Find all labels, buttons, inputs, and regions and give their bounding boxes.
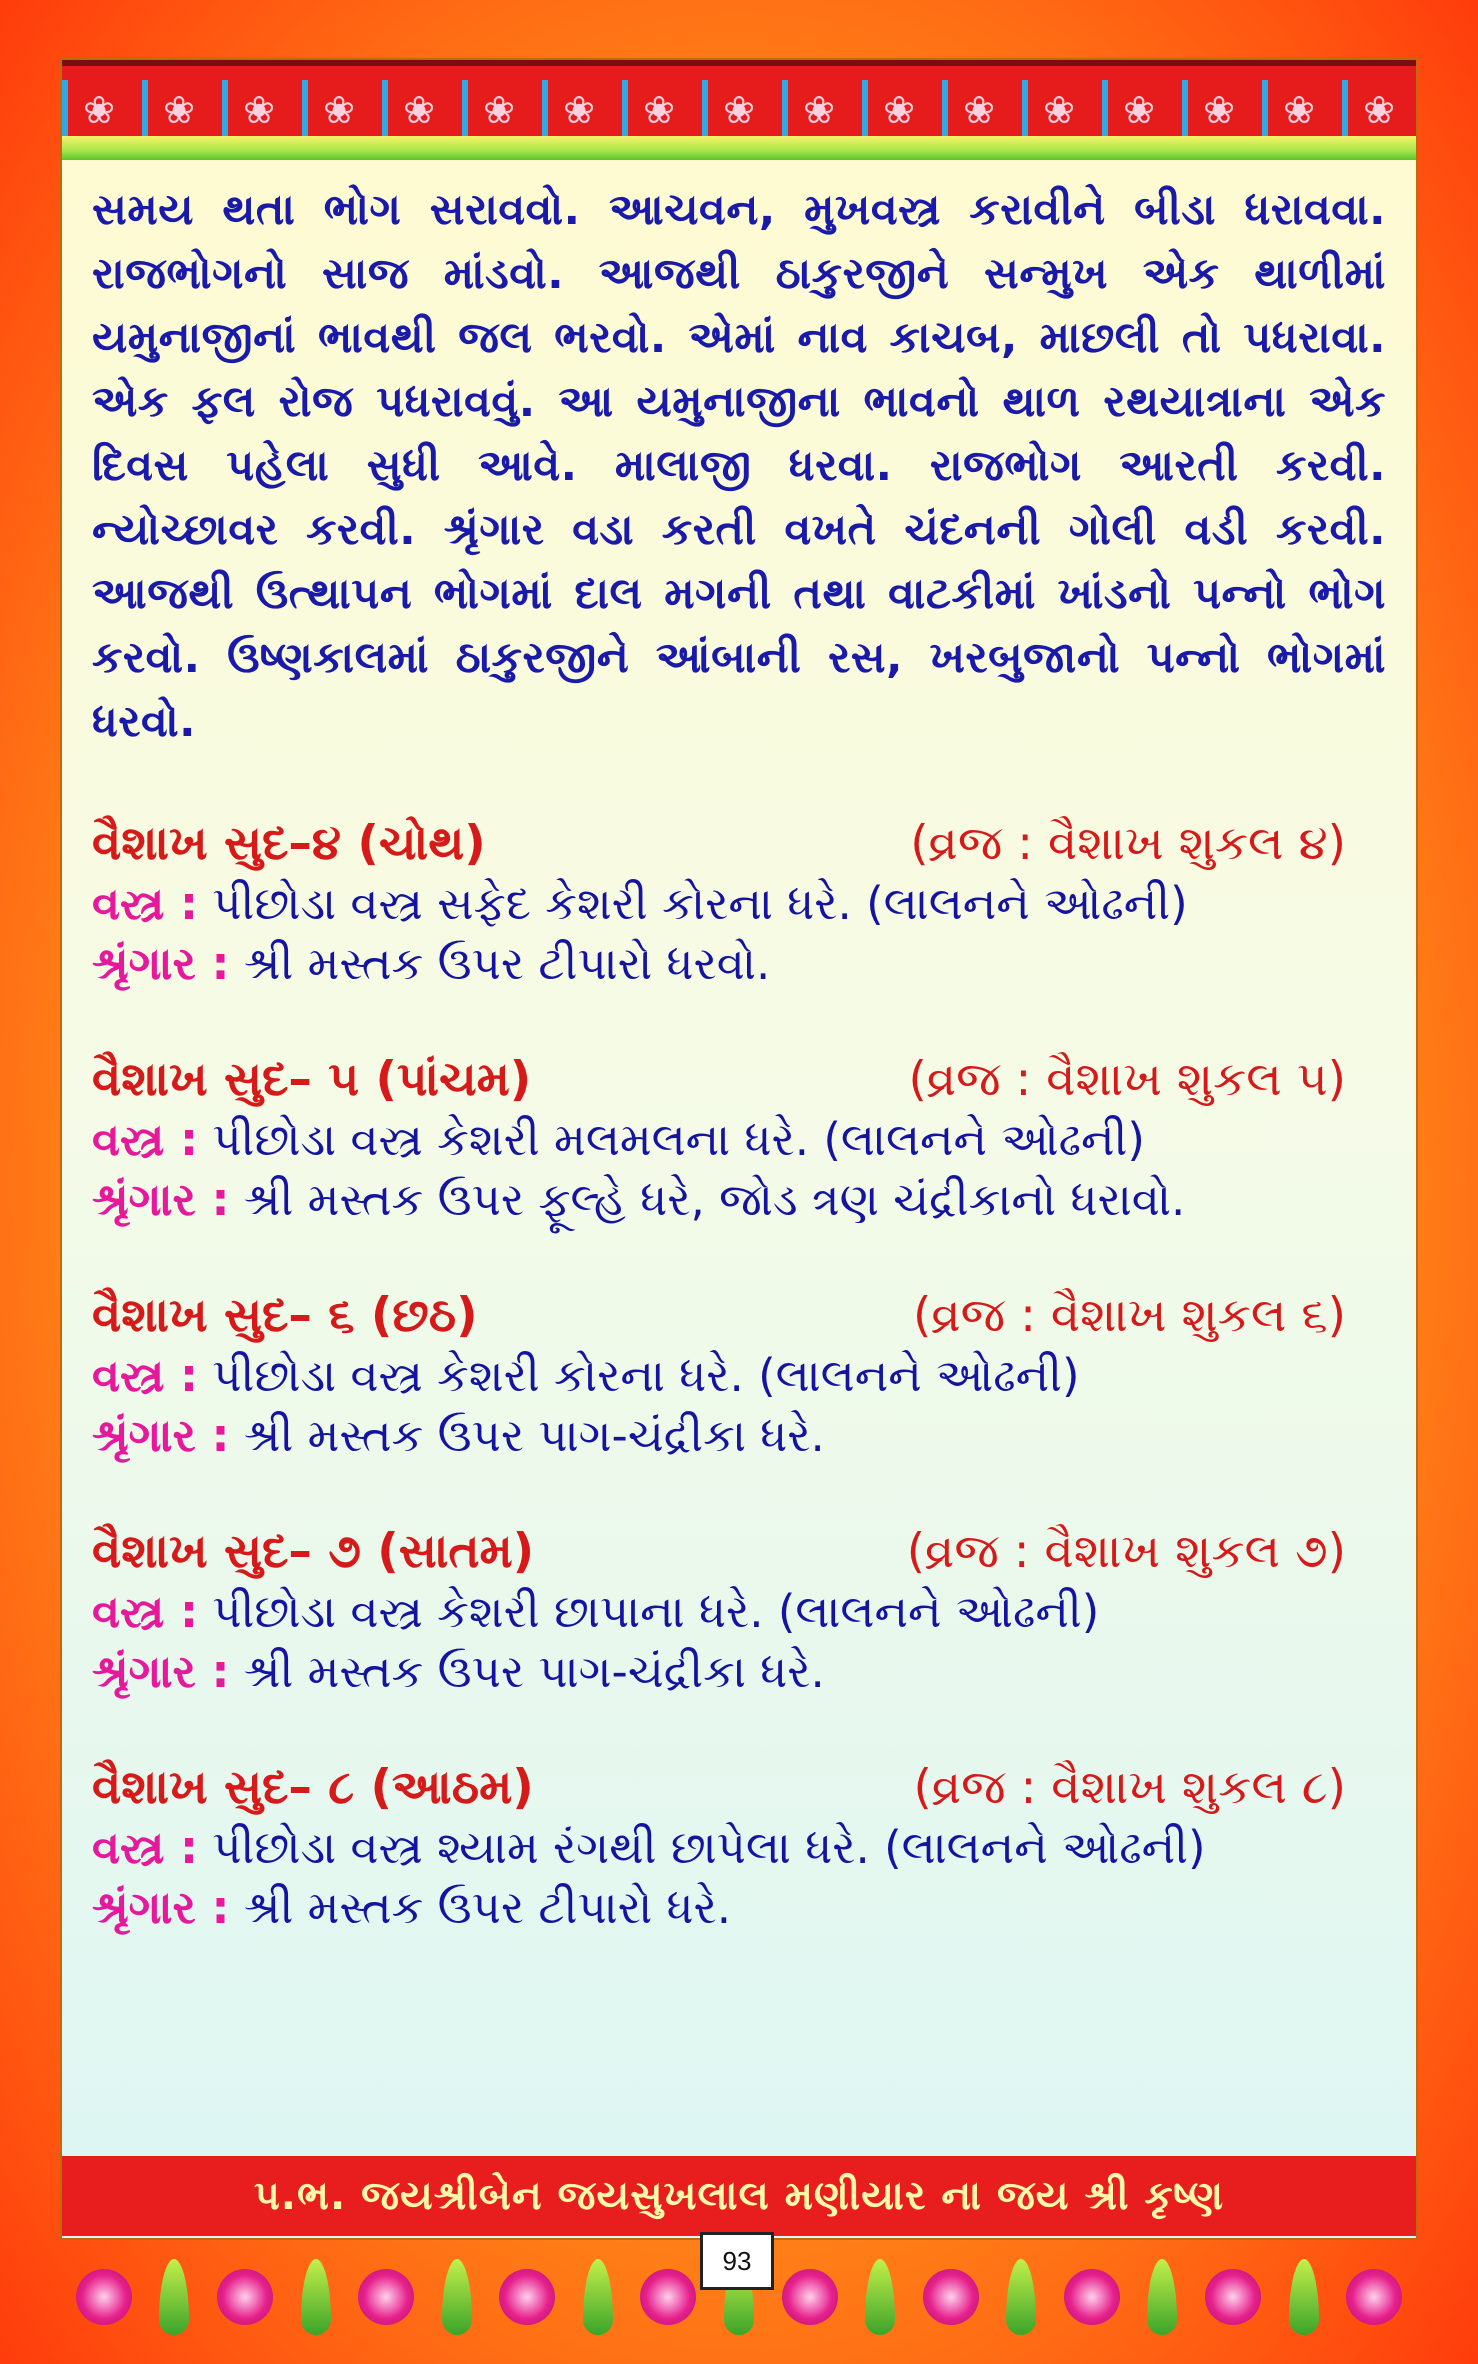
shringar-text: શ્રી મસ્તક ઉપર ટીપારો ધરવો. [243, 937, 771, 990]
page-number: 93 [700, 2232, 774, 2290]
leaf-icon [159, 2259, 189, 2335]
shringar-text: શ્રી મસ્તક ઉપર પાગ-ચંદ્રીકા ધરે. [243, 1645, 825, 1698]
section-sud-8 [92, 1758, 1386, 1938]
shringar-text: શ્રી મસ્તક ઉપર ટીપારો ધરે. [243, 1881, 732, 1934]
flower-icon [1346, 2269, 1402, 2325]
flower-icon [782, 2269, 838, 2325]
shringar-label: શ્રૃંગાર : [92, 1881, 230, 1934]
vastra-text: પીછોડા વસ્ત્ર કેશરી છાપાના ધરે. (લાલનને ઓઢની) [212, 1585, 1100, 1638]
section-sud-4 [92, 814, 1386, 994]
section-vraj: (વ્રજ : વૈશાખ શુકલ ૮) [913, 1760, 1346, 1815]
flower-icon [923, 2269, 979, 2325]
page-content [92, 178, 1386, 1938]
section-vraj: (વ્રજ : વૈશાખ શુકલ ૪) [910, 816, 1346, 871]
shringar-line [92, 1878, 1386, 1938]
flower-icon: ❀ [228, 80, 290, 140]
leaf-icon [301, 2259, 331, 2335]
shringar-text: શ્રી મસ્તક ઉપર પાગ-ચંદ્રીકા ધરે. [243, 1409, 825, 1462]
shringar-line [92, 1170, 1386, 1230]
vastra-line [92, 874, 1386, 934]
flower-icon: ❀ [68, 80, 130, 140]
vastra-label: વસ્ત્ર : [92, 1821, 199, 1874]
vastra-line [92, 1582, 1386, 1642]
flower-icon [358, 2269, 414, 2325]
shringar-line [92, 934, 1386, 994]
flower-icon: ❀ [468, 80, 530, 140]
section-vraj: (વ્રજ : વૈશાખ શુકલ ૫) [908, 1052, 1346, 1107]
flower-icon [1064, 2269, 1120, 2325]
vastra-line [92, 1818, 1386, 1878]
flower-icon [217, 2269, 273, 2325]
section-header [92, 1522, 1386, 1582]
leaf-icon [865, 2259, 895, 2335]
dedication-footer: પ.ભ. જયશ્રીબેન જયસુખલાલ મણીયાર ના જય શ્રી કૃષ્ણ [62, 2156, 1416, 2236]
shringar-text: શ્રી મસ્તક ઉપર ફૂલ્હે ધરે, જોડ ત્રણ ચંદ્રીકાનો ધરાવો. [243, 1173, 1186, 1226]
shringar-line [92, 1406, 1386, 1466]
shringar-label: શ્રૃંગાર : [92, 1409, 230, 1462]
shringar-label: શ્રૃંગાર : [92, 937, 230, 990]
leaf-icon [1147, 2259, 1177, 2335]
vastra-text: પીછોડા વસ્ત્ર કેશરી મલમલના ધરે. (લાલનને ઓઢની) [212, 1113, 1145, 1166]
section-vraj: (વ્રજ : વૈશાખ શુકલ ૭) [906, 1524, 1346, 1579]
flower-icon: ❀ [548, 80, 610, 140]
section-header [92, 1286, 1386, 1346]
section-sud-5 [92, 1050, 1386, 1230]
vastra-label: વસ્ત્ર : [92, 877, 199, 930]
vastra-label: વસ્ત્ર : [92, 1585, 199, 1638]
leaf-icon [1006, 2259, 1036, 2335]
vastra-label: વસ્ત્ર : [92, 1113, 199, 1166]
shringar-line [92, 1642, 1386, 1702]
flower-icon: ❀ [1188, 80, 1250, 140]
section-title: વૈશાખ સુદ– ૬ (છઠ) [92, 1288, 478, 1343]
leaf-icon [583, 2259, 613, 2335]
shringar-label: શ્રૃંગાર : [92, 1173, 230, 1226]
flower-icon: ❀ [1348, 80, 1410, 140]
flower-icon: ❀ [948, 80, 1010, 140]
flower-icon [499, 2269, 555, 2325]
flower-icon [76, 2269, 132, 2325]
vastra-text: પીછોડા વસ્ત્ર કેશરી કોરના ધરે. (લાલનને ઓઢની) [212, 1349, 1080, 1402]
flower-icon: ❀ [308, 80, 370, 140]
flower-icon: ❀ [1268, 80, 1330, 140]
vastra-label: વસ્ત્ર : [92, 1349, 199, 1402]
vastra-text: પીછોડા વસ્ત્ર શ્યામ રંગથી છાપેલા ધરે. (લાલનને ઓઢની) [212, 1821, 1206, 1874]
flower-icon: ❀ [628, 80, 690, 140]
section-title: વૈશાખ સુદ– ૭ (સાતમ) [92, 1524, 535, 1579]
flower-icon [640, 2269, 696, 2325]
vastra-line [92, 1346, 1386, 1406]
flower-icon [1205, 2269, 1261, 2325]
decorative-top-border [62, 60, 1416, 160]
leaf-icon [1289, 2259, 1319, 2335]
book-page [60, 58, 1418, 2240]
flower-icon: ❀ [788, 80, 850, 140]
section-sud-7 [92, 1522, 1386, 1702]
section-title: વૈશાખ સુદ–૪ (ચોથ) [92, 816, 486, 871]
flower-tile-strip [62, 80, 1416, 140]
flower-icon: ❀ [148, 80, 210, 140]
section-header [92, 1050, 1386, 1110]
vastra-text: પીછોડા વસ્ત્ર સફેદ કેશરી કોરના ધરે. (લાલનને ઓઢની) [212, 877, 1188, 930]
section-title: વૈશાખ સુદ– ૫ (પાંચમ) [92, 1052, 532, 1107]
section-vraj: (વ્રજ : વૈશાખ શુકલ ૬) [913, 1288, 1346, 1343]
section-title: વૈશાખ સુદ– ૮ (આઠમ) [92, 1760, 534, 1815]
section-sud-6 [92, 1286, 1386, 1466]
grass-strip [62, 136, 1416, 160]
flower-icon: ❀ [868, 80, 930, 140]
section-header [92, 1758, 1386, 1818]
flower-icon: ❀ [388, 80, 450, 140]
flower-icon: ❀ [1108, 80, 1170, 140]
intro-paragraph: સમય થતા ભોગ સરાવવો. આચવન, મુખવસ્ત્ર કરાવીને બીડા ધરાવવા. રાજભોગનો સાજ માંડવો. આજથી ઠાકુરજીને સન્મુખ એક થાળીમાં યમુનાજીનાં ભાવથી જલ ભરવો. એમાં નાવ કાચબ, માછલી તો પધરાવા. એક ફલ રોજ પધરાવવું. આ યમુનાજીના ભાવનો થાળ રથયાત્રાના એક દિવસ પહેલા સુધી આવે. માલાજી ધરવા. રાજભોગ આરતી કરવી. ન્યોચ્છાવર કરવી. શ્રૃંગાર વડા કરતી વખતે ચંદનની ગોલી વડી કરવી. આજથી ઉત્થાપન ભોગમાં દાલ મગની તથા વાટકીમાં ખાંડનો પન્નો ભોગ કરવો. ઉષ્ણકાલમાં ઠાકુરજીને આંબાની રસ, ખરબુજાનો પન્નો ભોગમાં ધરવો. [92, 185, 1386, 747]
vastra-line [92, 1110, 1386, 1170]
flower-icon: ❀ [708, 80, 770, 140]
shringar-label: શ્રૃંગાર : [92, 1645, 230, 1698]
leaf-icon [442, 2259, 472, 2335]
flower-icon: ❀ [1028, 80, 1090, 140]
section-header [92, 814, 1386, 874]
